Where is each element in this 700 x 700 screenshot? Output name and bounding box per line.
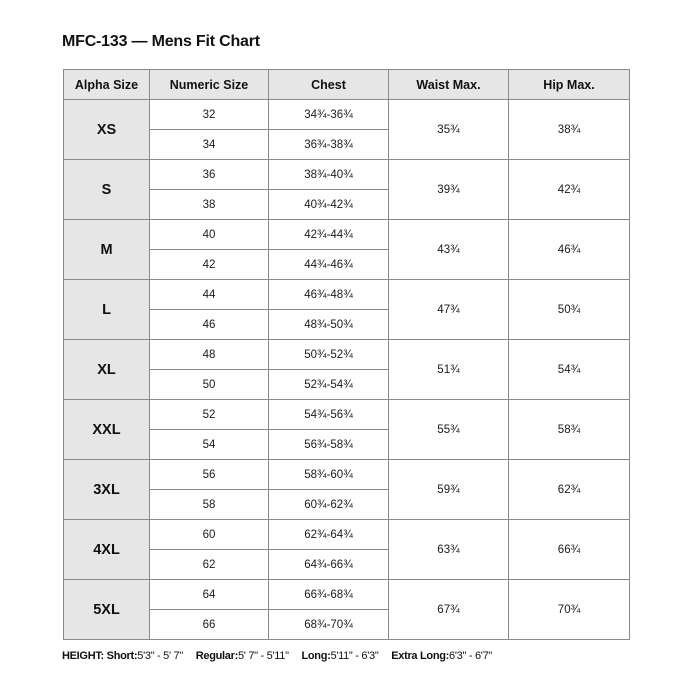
table-row — [64, 460, 630, 490]
alpha-size-cell: S — [64, 160, 150, 220]
chest-cell: 60¾-62¾ — [269, 490, 389, 520]
waist-max-cell: 47¾ — [389, 280, 509, 340]
height-short-value: 5'3" - 5' 7" — [137, 650, 183, 662]
height-short-label: Short: — [106, 650, 138, 662]
chest-cell: 66¾-68¾ — [269, 580, 389, 610]
alpha-size-cell: 3XL — [64, 460, 150, 520]
numeric-size-cell: 64 — [150, 580, 269, 610]
hip-max-cell: 50¾ — [509, 280, 630, 340]
column-header-chest: Chest — [269, 70, 389, 100]
numeric-size-cell: 46 — [150, 310, 269, 340]
height-extra-long-value: 6'3" - 6'7" — [449, 650, 493, 662]
alpha-size-cell: XL — [64, 340, 150, 400]
chest-cell: 50¾-52¾ — [269, 340, 389, 370]
table-row — [64, 220, 630, 250]
column-header-alpha-size: Alpha Size — [64, 70, 150, 100]
alpha-size-cell: M — [64, 220, 150, 280]
alpha-size-cell: XS — [64, 100, 150, 160]
numeric-size-cell: 44 — [150, 280, 269, 310]
column-header-hip-max: Hip Max. — [509, 70, 630, 100]
hip-max-cell: 62¾ — [509, 460, 630, 520]
waist-max-cell: 51¾ — [389, 340, 509, 400]
table-body — [64, 100, 630, 640]
table-row — [64, 160, 630, 190]
hip-max-cell: 46¾ — [509, 220, 630, 280]
chest-cell: 44¾-46¾ — [269, 250, 389, 280]
numeric-size-cell: 58 — [150, 490, 269, 520]
chest-cell: 46¾-48¾ — [269, 280, 389, 310]
height-long-label: Long: — [301, 650, 331, 662]
hip-max-cell: 42¾ — [509, 160, 630, 220]
hip-max-cell: 54¾ — [509, 340, 630, 400]
hip-max-cell: 70¾ — [509, 580, 630, 640]
numeric-size-cell: 34 — [150, 130, 269, 160]
numeric-size-cell: 56 — [150, 460, 269, 490]
column-header-numeric-size: Numeric Size — [150, 70, 269, 100]
waist-max-cell: 59¾ — [389, 460, 509, 520]
chest-cell: 40¾-42¾ — [269, 190, 389, 220]
height-label: HEIGHT: — [62, 650, 104, 662]
waist-max-cell: 63¾ — [389, 520, 509, 580]
numeric-size-cell: 36 — [150, 160, 269, 190]
column-header-waist-max: Waist Max. — [389, 70, 509, 100]
numeric-size-cell: 40 — [150, 220, 269, 250]
table-row — [64, 280, 630, 310]
height-footer — [62, 650, 492, 662]
table-header-row — [64, 70, 630, 100]
waist-max-cell: 35¾ — [389, 100, 509, 160]
numeric-size-cell: 54 — [150, 430, 269, 460]
numeric-size-cell: 52 — [150, 400, 269, 430]
chest-cell: 68¾-70¾ — [269, 610, 389, 640]
chest-cell: 36¾-38¾ — [269, 130, 389, 160]
table-row — [64, 100, 630, 130]
height-long-value: 5'11" - 6'3" — [330, 650, 379, 662]
chest-cell: 62¾-64¾ — [269, 520, 389, 550]
waist-max-cell: 67¾ — [389, 580, 509, 640]
hip-max-cell: 58¾ — [509, 400, 630, 460]
chest-cell: 58¾-60¾ — [269, 460, 389, 490]
chest-cell: 54¾-56¾ — [269, 400, 389, 430]
numeric-size-cell: 60 — [150, 520, 269, 550]
hip-max-cell: 66¾ — [509, 520, 630, 580]
table-row — [64, 400, 630, 430]
numeric-size-cell: 50 — [150, 370, 269, 400]
alpha-size-cell: XXL — [64, 400, 150, 460]
waist-max-cell: 43¾ — [389, 220, 509, 280]
table-row — [64, 340, 630, 370]
height-regular-value: 5' 7" - 5'11" — [237, 650, 289, 662]
chest-cell: 38¾-40¾ — [269, 160, 389, 190]
numeric-size-cell: 38 — [150, 190, 269, 220]
numeric-size-cell: 66 — [150, 610, 269, 640]
table-row — [64, 520, 630, 550]
chest-cell: 34¾-36¾ — [269, 100, 389, 130]
table-row — [64, 580, 630, 610]
numeric-size-cell: 62 — [150, 550, 269, 580]
chest-cell: 52¾-54¾ — [269, 370, 389, 400]
numeric-size-cell: 42 — [150, 250, 269, 280]
height-extra-long-label: Extra Long: — [391, 650, 450, 662]
chest-cell: 48¾-50¾ — [269, 310, 389, 340]
alpha-size-cell: 5XL — [64, 580, 150, 640]
numeric-size-cell: 32 — [150, 100, 269, 130]
chest-cell: 64¾-66¾ — [269, 550, 389, 580]
alpha-size-cell: 4XL — [64, 520, 150, 580]
fit-chart-table — [63, 69, 630, 640]
waist-max-cell: 55¾ — [389, 400, 509, 460]
page-title: MFC-133 — Mens Fit Chart — [62, 33, 260, 50]
height-regular-label: Regular: — [195, 650, 238, 662]
hip-max-cell: 38¾ — [509, 100, 630, 160]
numeric-size-cell: 48 — [150, 340, 269, 370]
chest-cell: 56¾-58¾ — [269, 430, 389, 460]
waist-max-cell: 39¾ — [389, 160, 509, 220]
chest-cell: 42¾-44¾ — [269, 220, 389, 250]
alpha-size-cell: L — [64, 280, 150, 340]
